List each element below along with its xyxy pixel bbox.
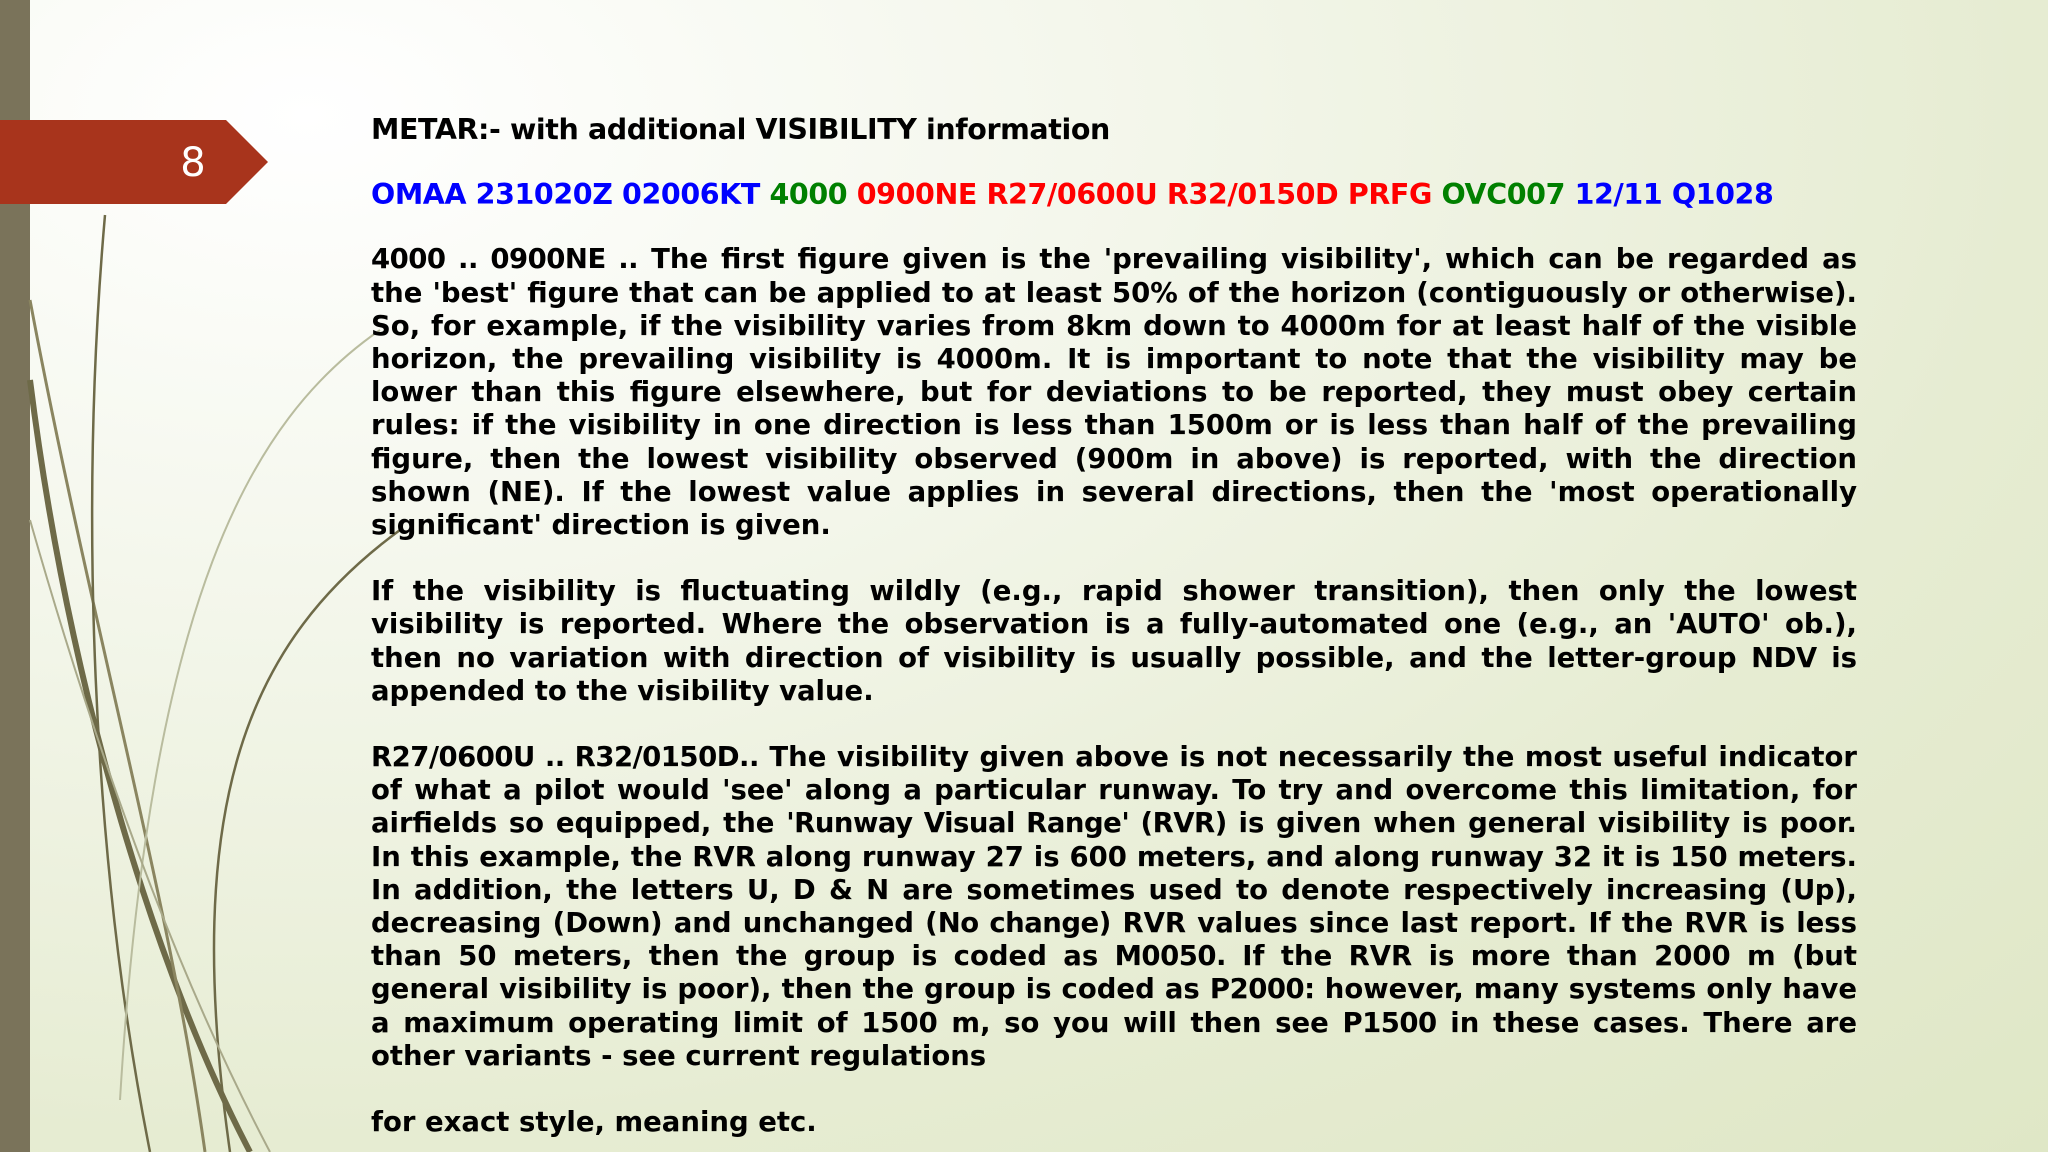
para3-m0050: M0050. — [1114, 940, 1226, 973]
metar-time: 231020Z — [475, 178, 613, 212]
para3-rvr-term: 'Runway Visual Range' (RVR) — [786, 807, 1227, 840]
swoosh-2 — [30, 300, 205, 1152]
para3-t1: The visibility given above is not necessarily the most useful indicator of what a pilot would 'see' along a particular runway. To try and overcome this limitation, for airfields so equipped, the — [371, 741, 1857, 840]
metar-cloud: OVC007 — [1441, 178, 1566, 212]
para3-t7: however, many systems only have a maximum operating limit of 1500 m, so you will then see — [371, 973, 1857, 1039]
metar-rvr-32: R32/0150D — [1166, 178, 1339, 212]
para2-ndv: NDV — [1751, 641, 1817, 674]
para3-t3: ), decreasing ( — [371, 873, 1857, 940]
metar-code-line — [371, 178, 1857, 211]
para1-key: 4000 .. 0900NE .. — [371, 243, 639, 276]
para3-t2: is given when general visibility is poor. In this example, the RVR along runway 27 is 600 meters, and along runway 32 it is 150 meters. In addition, the letters U, D & N are sometimes used to denote respectively increasing ( — [371, 807, 1857, 906]
metar-weather: PRFG — [1347, 178, 1432, 212]
paragraph-prevailing-visibility — [371, 243, 1857, 542]
para3-up: Up — [1792, 873, 1834, 906]
metar-visibility: 4000 — [769, 178, 848, 212]
paragraph-rvr — [371, 741, 1857, 1073]
swoosh-3 — [92, 215, 150, 1152]
metar-qnh: Q1028 — [1671, 178, 1774, 212]
slide-number: 8 — [180, 140, 206, 186]
para3-key: R27/0600U .. R32/0150D.. — [371, 741, 759, 774]
slide-number-tab — [0, 120, 268, 204]
para3-t5: ) RVR values since last report. If the RVR is less than 50 meters, then the group is coded as — [371, 907, 1858, 973]
swoosh-6 — [30, 520, 270, 1152]
para2-text-1: If the visibility is fluctuating wildly (e.g., rapid shower transition), then only the lowest visibility is reported. Where the observation is a fully-automated one (e.g., an 'AUTO' ob.), then no variation with direction of visibility is usually possible, and the letter-group — [371, 575, 1857, 674]
para3-p1500: P1500 — [1342, 1006, 1437, 1039]
metar-wind: 02006KT — [622, 178, 760, 212]
para3-p2000: P2000: — [1209, 973, 1315, 1006]
para3-no-change: No change — [937, 907, 1099, 940]
slide-heading: METAR:- with additional VISIBILITY information — [371, 113, 1110, 146]
swoosh-4 — [120, 330, 380, 1100]
metar-station: OMAA — [371, 178, 467, 212]
para1-text: The first figure given is the 'prevailing visibility', which can be regarded as the 'best' figure that can be applied to at least 50% of the horizon (contiguously or otherwise). So, for example, if the visibility varies from 8km down to 4000m for at least half of the visible horizon, the prevailing visibility is 4000m. It is important to note that the visibility may be lower than this figure elsewhere, but for deviations to be reported, they must obey certain rules: if the visibility in one direction is less than 1500m or is less than half of the prevailing figure, then the lowest visibility observed (900m in above) is reported, with the direction shown (NE). If the lowest value applies in several directions, then the 'most operationally significant' direction is given. — [371, 243, 1857, 542]
paragraph-final-line: for exact style, meaning etc. — [371, 1106, 817, 1139]
para3-down: Down — [565, 907, 650, 940]
metar-min-visibility: 0900NE — [856, 178, 977, 212]
para2-text-2: is appended to the visibility value. — [371, 641, 1858, 707]
para3-t4: ) and unchanged ( — [649, 907, 938, 940]
paragraph-fluctuating-visibility — [371, 575, 1857, 708]
metar-temperature: 12/11 — [1574, 178, 1663, 212]
para3-t6: If the RVR is more than 2000 m (but general visibility is poor), then the group is coded as — [371, 940, 1857, 1006]
slide-content — [371, 113, 1857, 1139]
para3-t8: in these cases. There are other variants - see current regulations — [371, 1006, 1857, 1072]
metar-rvr-27: R27/0600U — [986, 178, 1158, 212]
